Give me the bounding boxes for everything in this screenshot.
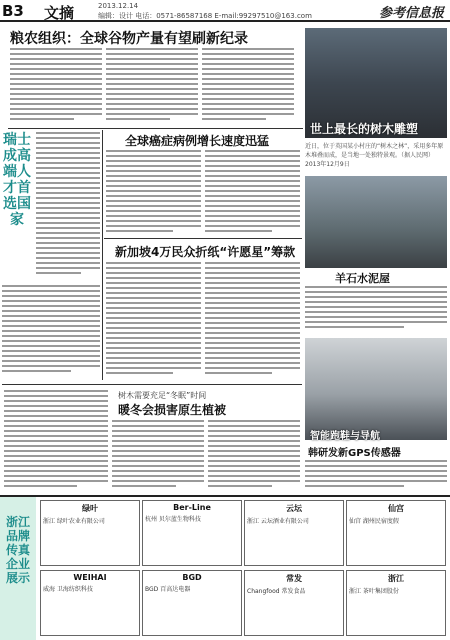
warm-winter-headline: 暖冬会损害原生植被 [118,403,227,417]
side-feature-body [36,132,100,282]
photo-title-tree: 世上最长的树木雕塑 [310,122,419,136]
ad-side-title: 浙江品牌传真企业展示 [5,515,30,585]
ad-logo: Ber-Line [173,503,211,512]
photo-title-gps-shoe: 智能跑鞋与导航 [310,431,380,442]
ad-text: BGD 百高达电器 [145,586,191,593]
page-number: B3 [2,2,24,20]
warm-winter-body-col1 [4,390,108,492]
cancer-body-col2 [205,150,300,235]
ad-text: 杭州 贝尔蓝生物科技 [145,516,201,523]
ad-logo: 浙江 [388,574,404,583]
lead-body-col2 [106,48,198,128]
column-divider [102,130,103,380]
singapore-body-col1 [106,262,201,380]
ad-logo: 常发 [286,574,302,583]
ad-cell[interactable] [40,570,140,636]
ad-cell[interactable] [346,500,446,566]
ad-cell[interactable] [142,500,242,566]
issue-date: 2013.12.14 [98,2,139,10]
warm-winter-kicker: 树木需要充足“冬眠”时间 [118,391,207,400]
photo-gps-shoe [305,338,447,440]
ad-text: 仙宫 湖州民宿度假 [349,518,399,525]
side-feature-headline: 瑞士成高端人才首选国家 [3,132,31,228]
gps-subheadline: 韩研发新GPS传感器 [308,448,401,459]
editor-contact: 编辑：设计 电话：0571-86587168 E-mail:99297510@163.com [98,12,312,20]
stone-house-caption [305,286,447,334]
photo-stone-house [305,176,447,268]
ad-logo: 云坛 [286,504,302,513]
side-feature-body-cont [2,285,100,375]
cancer-headline: 全球癌症病例增长速度迅猛 [125,134,270,148]
divider [8,128,303,129]
divider [104,238,302,239]
lead-body-col3 [202,48,294,128]
ad-text: 浙江 绿叶农业有限公司 [43,518,105,525]
ad-text: 浙江 茶叶集团股份 [349,588,399,595]
newspaper-logo: 参考信息报 [378,6,444,21]
photo-caption-tree: 近日，位于英国某小村庄的“树木之林”，采用多年原木堆叠而成，是当地一处独特景观。（据人民网）2013年12月9日 [305,143,444,168]
ad-logo: BGD [182,573,202,582]
ad-logo: 仙宫 [388,504,404,513]
singapore-body-col2 [205,262,300,380]
ad-cell[interactable] [40,500,140,566]
ad-cell[interactable] [244,500,344,566]
warm-winter-body-col3 [208,420,300,492]
ad-logo: WEIHAI [73,573,107,582]
ad-text: 浙江 云坛酒业有限公司 [247,518,309,525]
warm-winter-body-col2 [112,420,204,492]
cancer-body-col1 [106,150,201,235]
gps-body [305,460,447,492]
ad-text: 威海 卫海纺织科技 [43,586,93,593]
divider [2,384,302,385]
ad-cell[interactable] [346,570,446,636]
ad-cell[interactable] [142,570,242,636]
photo-title-stone-house: 羊石水泥屋 [335,272,390,285]
ad-cell[interactable] [244,570,344,636]
lead-headline: 粮农组织：全球谷物产量有望刷新纪录 [10,31,248,47]
ad-text: Changfood 常发食品 [247,588,306,595]
section-title: 文摘 [44,4,75,22]
lead-body-col1 [10,48,102,128]
singapore-headline: 新加坡4万民众折纸“许愿星”筹款 [115,245,296,259]
ad-logo: 绿叶 [82,504,98,513]
